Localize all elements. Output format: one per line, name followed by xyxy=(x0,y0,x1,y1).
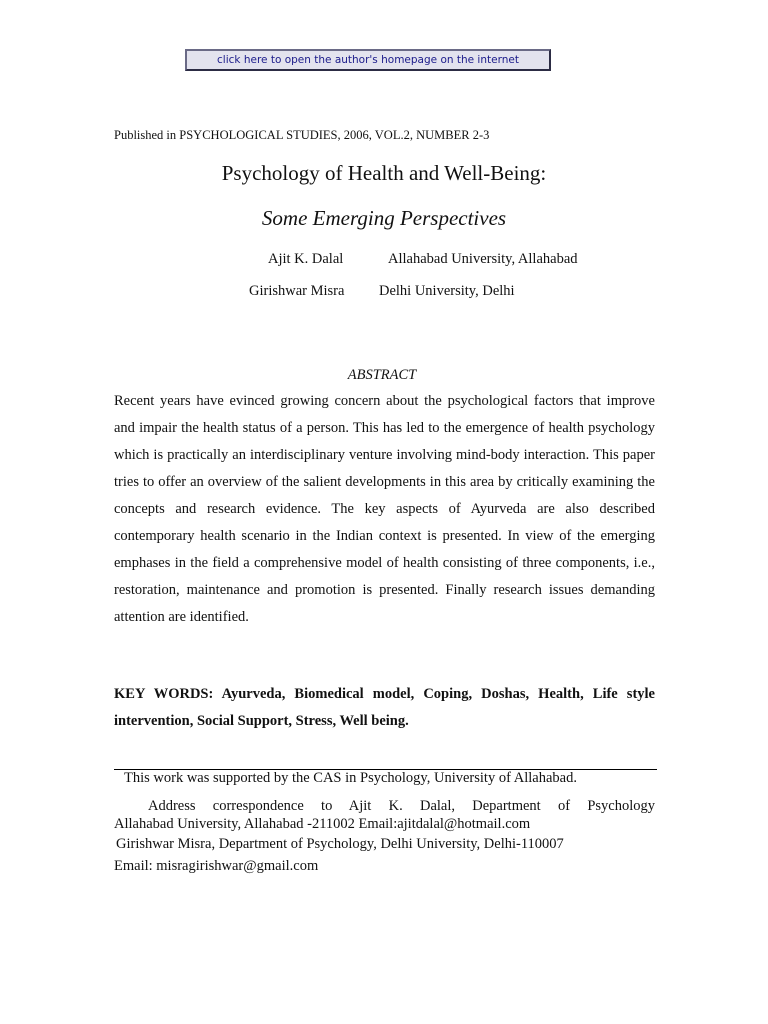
footnote-address-line1: Address correspondence to Ajit K. Dalal, Department of Psychology xyxy=(148,798,655,814)
footnote-address-line2: Allahabad University, Allahabad -211002 Email:ajitdalal@hotmail.com xyxy=(114,816,531,832)
author-name-misra: Girishwar Misra xyxy=(249,283,345,299)
publication-info: Published in PSYCHOLOGICAL STUDIES, 2006, VOL.2, NUMBER 2-3 xyxy=(114,128,490,142)
author-affiliation-dalal: Allahabad University, Allahabad xyxy=(388,251,578,267)
paper-title: Psychology of Health and Well-Being: xyxy=(221,161,547,185)
footnote-misra-email: Email: misragirishwar@gmail.com xyxy=(114,858,319,874)
author-homepage-link[interactable]: click here to open the author's homepage on the internet xyxy=(185,49,551,71)
footnote-address xyxy=(114,797,655,833)
abstract-text: Recent years have evinced growing concern about the psychological factors that improve and impair the health status of a person. This has led to the emergence of health psychology which is practically an interdisciplinary venture involving mind-body interaction. This paper tries to offer an overview of the salient developments in this area by critically examining the concepts and research evidence. The key aspects of Ayurveda are also described contemporary health scenario in the Indian context is presented. In view of the emerging emphases in the field a comprehensive model of health consisting of three components, i.e., restoration, maintenance and promotion is presented. Finally research issues demanding attention are identified. xyxy=(114,393,655,625)
author-affiliation-misra: Delhi University, Delhi xyxy=(379,283,515,299)
author-name-dalal: Ajit K. Dalal xyxy=(268,251,344,267)
paper-subtitle: Some Emerging Perspectives xyxy=(261,206,507,230)
keywords: KEY WORDS: Ayurveda, Biomedical model, Coping, Doshas, Health, Life style intervention, Social Support, Stress, Well being. xyxy=(114,686,655,729)
abstract-heading: ABSTRACT xyxy=(347,367,417,383)
footnote-support: This work was supported by the CAS in Psychology, University of Allahabad. xyxy=(124,770,577,786)
footnote-misra-address: Girishwar Misra, Department of Psychology, Delhi University, Delhi-110007 xyxy=(116,836,564,852)
